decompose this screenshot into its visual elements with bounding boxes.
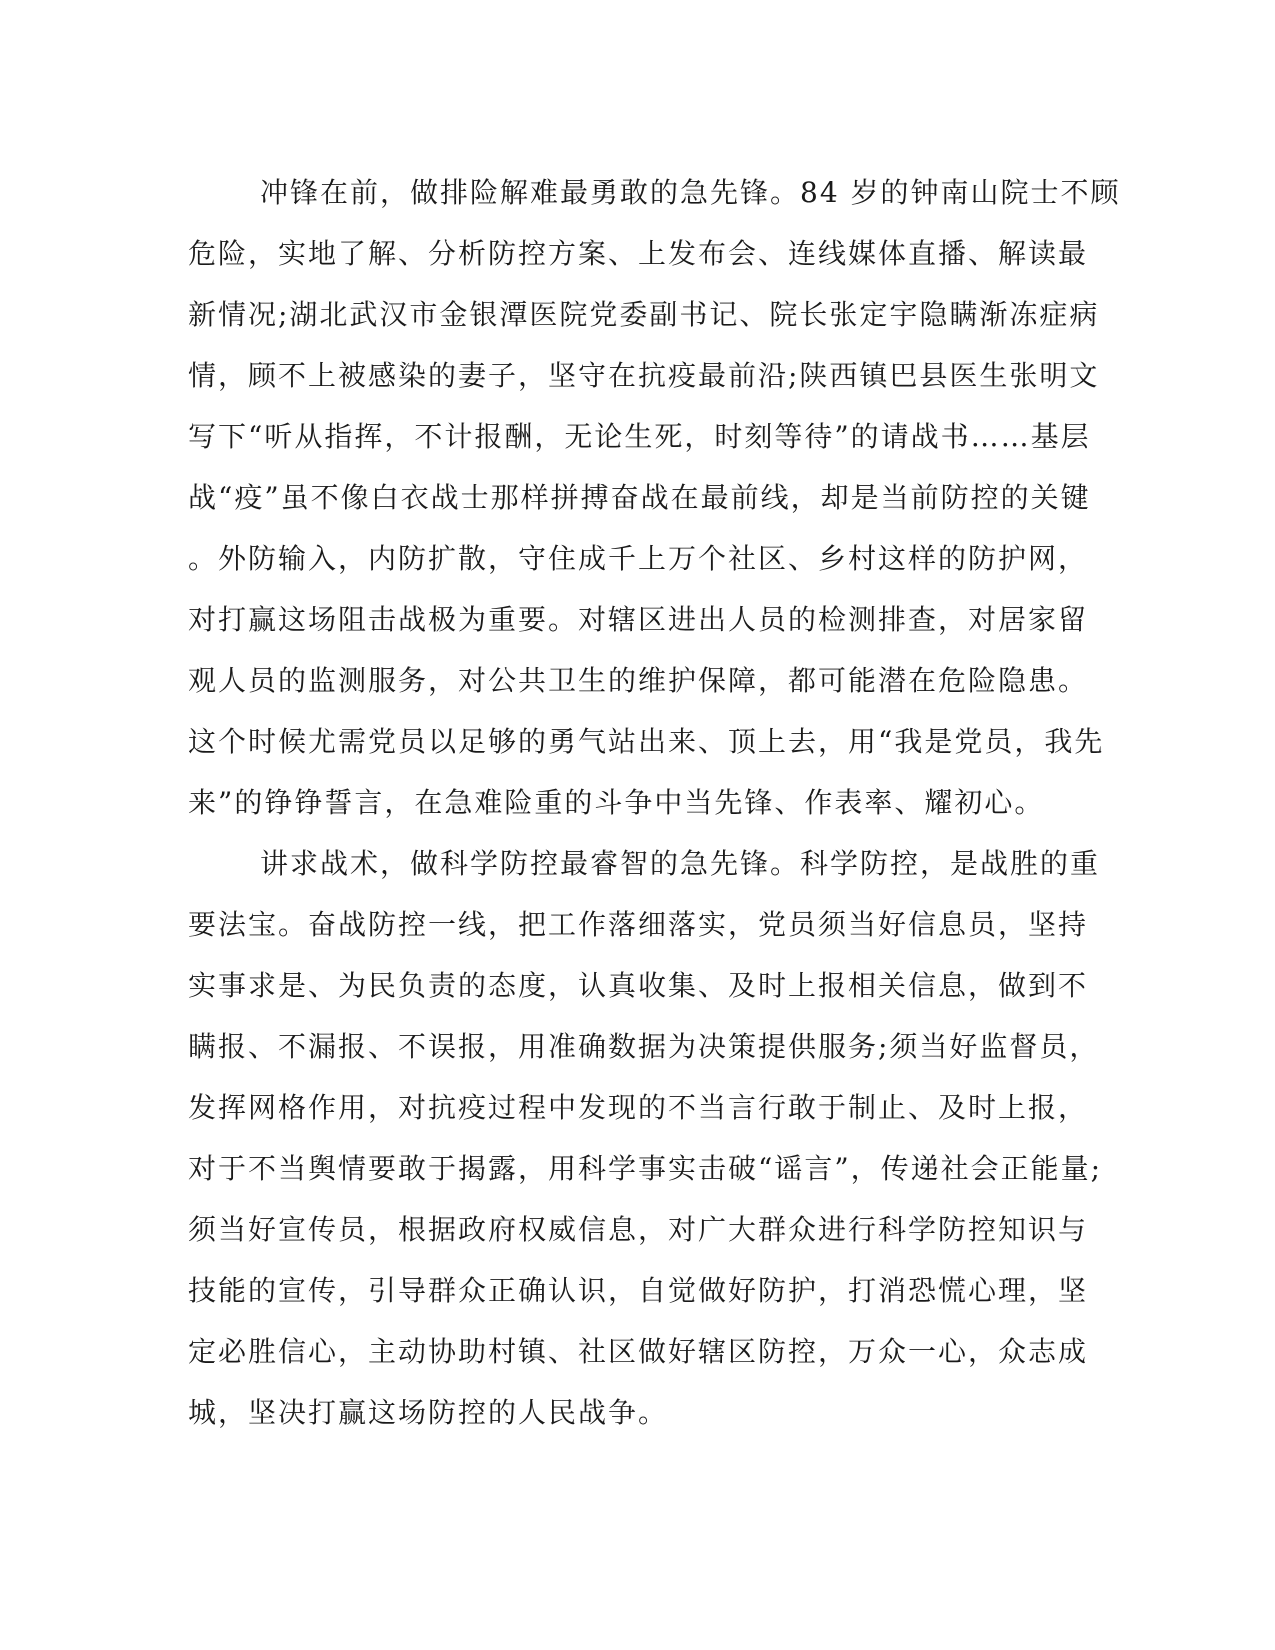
text-line: 发挥网格作用，对抗疫过程中发现的不当言行敢于制止、及时上报， (188, 1091, 1089, 1124)
text-line: 对于不当舆情要敢于揭露，用科学事实击破“谣言”，传递社会正能量; (188, 1152, 1103, 1185)
text-line: 来”的铮铮誓言，在急难险重的斗争中当先锋、作表率、耀初心。 (188, 786, 1045, 819)
text-line: 实事求是、为民负责的态度，认真收集、及时上报相关信息，做到不 (188, 969, 1089, 1002)
text-line: 情，顾不上被感染的妻子，坚守在抗疫最前沿;陕西镇巴县医生张明文 (188, 359, 1100, 392)
paragraph-charge-forward (188, 162, 1121, 833)
paragraph-scientific-control (188, 833, 1103, 1443)
text-line: 对打赢这场阻击战极为重要。对辖区进出人员的检测排查，对居家留 (188, 603, 1089, 636)
text-line: 定必胜信心，主动协助村镇、社区做好辖区防控，万众一心，众志成 (188, 1335, 1089, 1368)
text-line: 战“疫”虽不像白衣战士那样拼搏奋战在最前线，却是当前防控的关键 (188, 481, 1091, 514)
document-body (188, 162, 1121, 1443)
text-line: 技能的宣传，引导群众正确认识，自觉做好防护，打消恐慌心理，坚 (188, 1274, 1089, 1307)
text-line: 讲求战术，做科学防控最睿智的急先锋。科学防控，是战胜的重 (260, 847, 1101, 880)
text-line: 。外防输入，内防扩散，守住成千上万个社区、乡村这样的防护网， (188, 542, 1089, 575)
text-line: 危险，实地了解、分析防控方案、上发布会、连线媒体直播、解读最 (188, 237, 1089, 270)
text-line: 城，坚决打赢这场防控的人民战争。 (188, 1396, 669, 1429)
text-line: 新情况;湖北武汉市金银潭医院党委副书记、院长张定宇隐瞒渐冻症病 (188, 298, 1100, 331)
text-line: 要法宝。奋战防控一线，把工作落细落实，党员须当好信息员，坚持 (188, 908, 1089, 941)
text-line: 观人员的监测服务，对公共卫生的维护保障，都可能潜在危险隐患。 (188, 664, 1089, 697)
text-line: 瞒报、不漏报、不误报，用准确数据为决策提供服务;须当好监督员， (188, 1030, 1100, 1063)
text-line: 冲锋在前，做排险解难最勇敢的急先锋。84 岁的钟南山院士不顾 (260, 176, 1121, 209)
text-line: 这个时候尤需党员以足够的勇气站出来、顶上去，用“我是党员，我先 (188, 725, 1105, 758)
text-line: 写下“听从指挥，不计报酬，无论生死，时刻等待”的请战书……基层 (188, 420, 1091, 453)
text-line: 须当好宣传员，根据政府权威信息，对广大群众进行科学防控知识与 (188, 1213, 1089, 1246)
